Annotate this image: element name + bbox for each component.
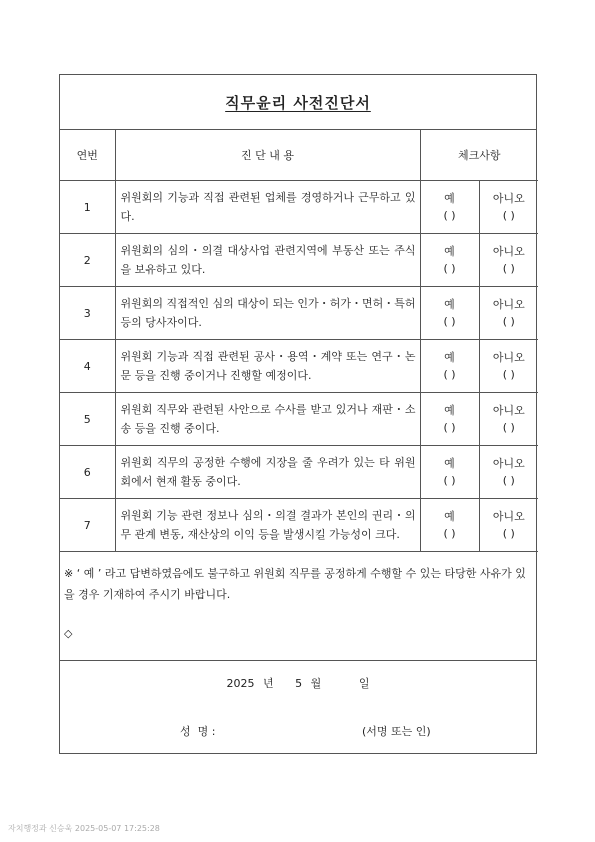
table-header	[60, 129, 538, 181]
signature-label: 성 명 :	[180, 725, 216, 738]
table-row	[60, 234, 538, 287]
row-content: 위원회 기능 관련 정보나 심의・의결 결과가 본인의 권리・의무 관계 변동, 재산상의 이익 등을 발생시킬 가능성이 크다.	[115, 499, 420, 552]
table-row	[60, 287, 538, 340]
row-number: 5	[60, 393, 115, 446]
header-check: 체크사항	[420, 129, 538, 181]
row-number: 1	[60, 181, 115, 234]
diagnosis-form	[59, 74, 537, 754]
row-content: 위원회의 기능과 직접 관련된 업체를 경영하거나 근무하고 있다.	[115, 181, 420, 234]
check-no[interactable]: 아니오 ( )	[479, 181, 538, 234]
date-line	[60, 675, 536, 691]
date-month-unit: 월	[310, 677, 322, 690]
row-number: 6	[60, 446, 115, 499]
row-number: 3	[60, 287, 115, 340]
check-no[interactable]: 아니오 ( )	[479, 234, 538, 287]
check-no[interactable]: 아니오 ( )	[479, 393, 538, 446]
check-yes[interactable]: 예 ( )	[420, 287, 479, 340]
check-yes[interactable]: 예 ( )	[420, 499, 479, 552]
row-number: 2	[60, 234, 115, 287]
signature-hint: (서명 또는 인)	[362, 725, 431, 738]
check-no[interactable]: 아니오 ( )	[479, 287, 538, 340]
date-month: 5	[295, 677, 303, 690]
note-text: ※ ‘ 예 ’ 라고 답변하였음에도 불구하고 위원회 직무를 공정하게 수행할 수 있는 타당한 사유가 있을 경우 기재하여 주시기 바랍니다.	[64, 567, 526, 601]
row-number: 4	[60, 340, 115, 393]
check-yes[interactable]: 예 ( )	[420, 234, 479, 287]
check-yes[interactable]: 예 ( )	[420, 340, 479, 393]
date-day-unit: 일	[358, 677, 370, 690]
check-no[interactable]: 아니오 ( )	[479, 446, 538, 499]
row-content: 위원회의 심의・의결 대상사업 관련지역에 부동산 또는 주식을 보유하고 있다.	[115, 234, 420, 287]
check-no[interactable]: 아니오 ( )	[479, 499, 538, 552]
row-content: 위원회 기능과 직접 관련된 공사・용역・계약 또는 연구・논문 등을 진행 중이거나 진행할 예정이다.	[115, 340, 420, 393]
footer-stamp: 자치행정과 신승욱 2025-05-07 17:25:28	[8, 824, 160, 833]
row-content: 위원회의 직접적인 심의 대상이 되는 인가・허가・면허・특허 등의 당사자이다.	[115, 287, 420, 340]
row-number: 7	[60, 499, 115, 552]
row-content: 위원회 직무와 관련된 사안으로 수사를 받고 있거나 재판・소송 등을 진행 중이다.	[115, 393, 420, 446]
page-title: 직무윤리 사전진단서	[225, 93, 371, 112]
check-yes[interactable]: 예 ( )	[420, 393, 479, 446]
table-row	[60, 181, 538, 234]
row-content: 위원회 직무의 공정한 수행에 지장을 줄 우려가 있는 타 위원회에서 현재 활동 중이다.	[115, 446, 420, 499]
title-row	[60, 75, 536, 130]
check-yes[interactable]: 예 ( )	[420, 181, 479, 234]
table-row	[60, 393, 538, 446]
check-no[interactable]: 아니오 ( )	[479, 340, 538, 393]
table-row	[60, 446, 538, 499]
header-content: 진 단 내 용	[115, 129, 420, 181]
table-row	[60, 499, 538, 552]
check-yes[interactable]: 예 ( )	[420, 446, 479, 499]
date-year-unit: 년	[263, 677, 274, 690]
table-row	[60, 340, 538, 393]
note-section[interactable]	[60, 555, 536, 661]
diamond-bullet: ◇	[64, 627, 73, 640]
header-no: 연번	[60, 129, 115, 181]
date-year: 2025	[226, 677, 255, 690]
diagnosis-table	[60, 129, 538, 552]
